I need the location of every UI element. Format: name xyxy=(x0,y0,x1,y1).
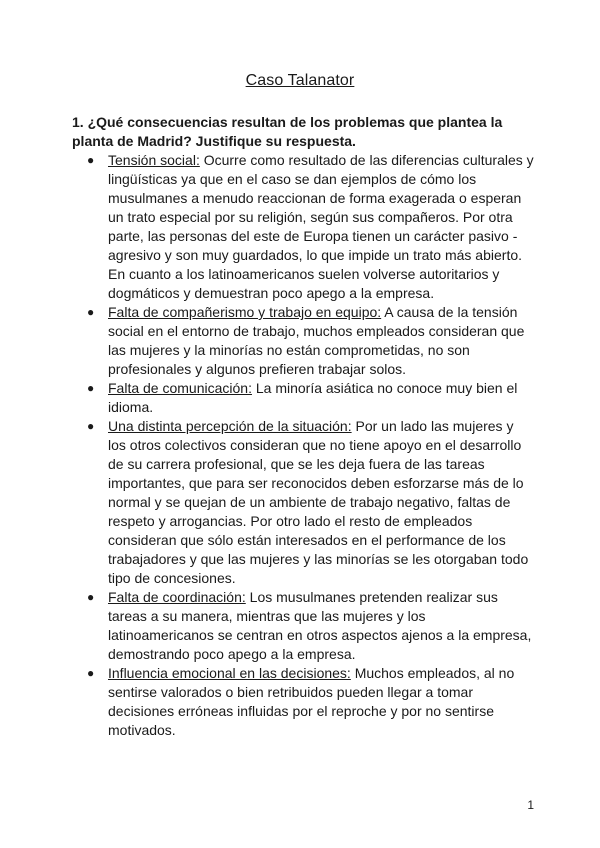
bullet-text: Ocurre como resultado de las diferencias culturales y lingüísticas ya que en el caso se dan ejemplos de cómo los musulmanes a menudo reaccionan de forma exagerada o esperan un trato especial por su religión, según sus compañeros. Por otra parte, las personas del este de Europa tienen un carácter pasivo -agresivo y son muy guardados, lo que impide un trato más abierto. En cuanto a los latinoamericanos suelen volverse autoritarios y dogmáticos y demuestran poco apego a la empresa. xyxy=(108,152,534,301)
list-item xyxy=(82,151,534,303)
bullet-term: Falta de coordinación: xyxy=(108,589,246,605)
bullet-text: Los musulmanes pretenden realizar sus tareas a su manera, mientras que las mujeres y los latinoamericanos se centran en otros aspectos ajenos a la empresa, demostrando poco apego a la empresa. xyxy=(108,589,532,662)
bullet-icon: ● xyxy=(87,381,95,395)
list-item xyxy=(82,417,534,588)
bullet-term: Falta de compañerismo y trabajo en equipo: xyxy=(108,304,382,320)
list-item xyxy=(82,664,534,740)
answer-bullet-list xyxy=(82,151,534,740)
bullet-term: Falta de comunicación: xyxy=(108,380,252,396)
list-item xyxy=(82,303,534,379)
bullet-icon: ● xyxy=(87,419,95,433)
bullet-term: Una distinta percepción de la situación: xyxy=(108,418,352,434)
list-item xyxy=(82,588,534,664)
bullet-icon: ● xyxy=(87,666,95,680)
document-title: Caso Talanator xyxy=(245,72,355,89)
bullet-text: Muchos empleados, al no sentirse valorados o bien retribuidos pueden llegar a tomar decisiones erróneas influidas por el reproche y por no sentirse motivados. xyxy=(108,665,515,738)
bullet-icon: ● xyxy=(87,153,95,167)
bullet-text: A causa de la tensión social en el entorno de trabajo, muchos empleados consideran que las mujeres y la minorías no están comprometidas, no son profesionales y algunos prefieren trabajar solos. xyxy=(108,304,525,377)
list-item xyxy=(82,379,534,417)
question-heading: 1. ¿Qué consecuencias resultan de los problemas que plantea la planta de Madrid? Justifique su respuesta. xyxy=(72,114,503,149)
page-number: 1 xyxy=(527,798,534,812)
bullet-icon: ● xyxy=(87,590,95,604)
bullet-text: La minoría asiática no conoce muy bien el idioma. xyxy=(108,380,518,415)
bullet-icon: ● xyxy=(87,305,95,319)
bullet-term: Tensión social: xyxy=(108,152,200,168)
bullet-text: Por un lado las mujeres y los otros colectivos consideran que no tiene apoyo en el desarrollo de su carrera profesional, que se les deja fuera de las tareas importantes, que para ser reconocidos deben esforzarse más de lo normal y se quejan de un ambiente de trabajo negativo, faltas de respeto y arrogancias. Por otro lado el resto de empleados consideran que sólo están interesados en el performance de los trabajadores y que las mujeres y las minorías se les otorgaban todo tipo de concesiones. xyxy=(108,418,529,586)
bullet-term: Influencia emocional en las decisiones: xyxy=(108,665,351,681)
